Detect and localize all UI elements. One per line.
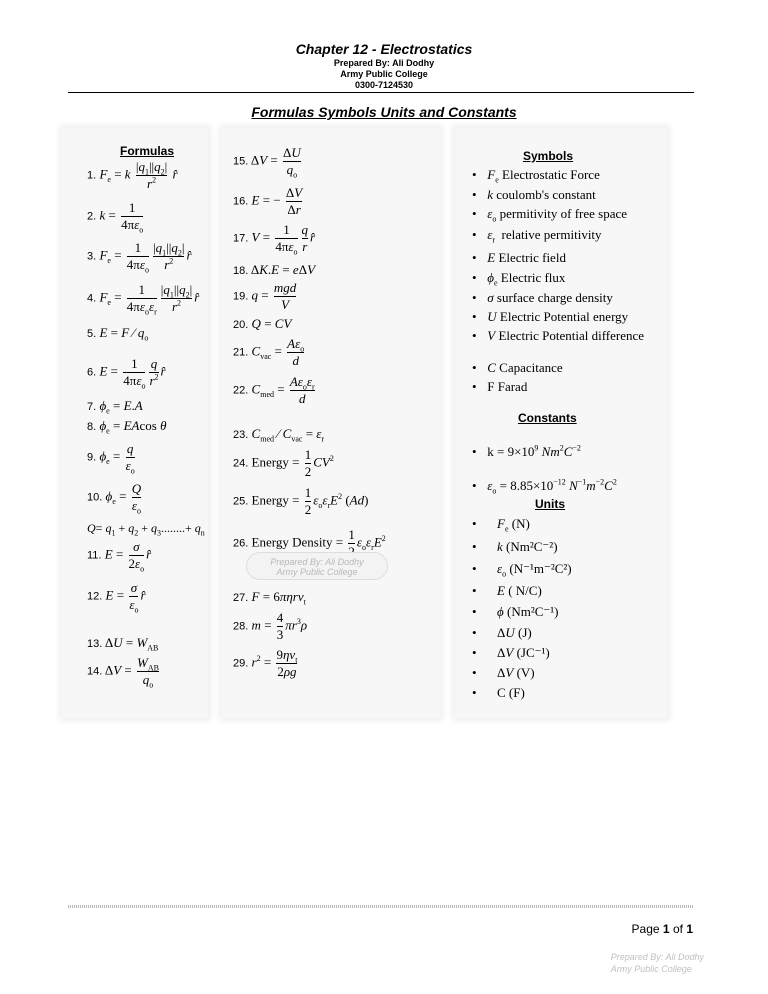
unit-value: (N) [511,516,530,531]
watermark-stamp [246,552,388,580]
formula-27: 27. F = 6πηrv$_t$ [233,589,306,607]
formula-10: 10. $\phi_e$ = $\frac{Q}{\varepsilon_o}$ [87,481,142,516]
footer-credit-line: Prepared By: Ali Dodhy [610,952,704,962]
formula-9: 9. $\phi_e$ = $\frac{q}{\varepsilon_o}$ [87,441,135,476]
formula-number: 20. [233,319,249,331]
formula-number: 23. [233,429,249,441]
constants-heading: Constants [518,411,577,425]
formula-6: 6. E = $\frac{1}{4\pi\varepsilon_o}$ $\frac{q}{r^2}$ r̂ [87,356,166,391]
energy-label: Energy [251,454,289,470]
formula-28: 28. m = $\frac{4}{3}$ $\pi r^3\rho$ [233,610,308,642]
formula-23: 23. $C_{med}$ ⁄ $C_{vac} = \varepsilon_r$ [233,426,325,444]
formula-1: 1. $F_e = k$ $\frac{|q_1||q_2|}{r^2}$ r̂ [87,159,178,191]
symbol-U: • U Electric Potential energy [472,309,629,324]
document-title: Chapter 12 - Electrostatics [295,41,473,57]
energy-density-label: Energy Density [251,534,333,550]
formula-17: 17. V = $\frac{1}{4\pi\varepsilon_o}$ $\frac{q}{r}$ r̂ [233,222,316,257]
formula-number: 6. [87,366,97,379]
symbol-farad: • F Farad [472,379,528,394]
unit-value: (Nm²C⁻²) [506,539,558,554]
formula-14: 14. ΔV = $\frac{W_{AB}}{q_o}$ [87,655,159,690]
symbol-sigma: • σ surface charge density [472,290,613,305]
symbol-desc: Electric flux [500,270,566,285]
author-line: Prepared By: Ali Dodhy [333,58,435,68]
symbol-desc: Electric field [498,250,566,265]
units-heading: Units [535,497,565,511]
formula-26: 26. Energy Density = 1 $\varepsilon_o\varepsilon_rE^2$ [233,527,386,560]
formula-2: 2. k = $\frac{1}{4\pi\varepsilon_o}$ [87,200,144,235]
formula-number: 24. [233,457,249,470]
unit-value: (J) [518,625,532,640]
unit-value: (JC⁻¹) [516,645,550,660]
formula-number: 25. [233,495,249,508]
section-title: Formulas Symbols Units and Constants [251,104,517,120]
formula-charge-sum: $Q= q_1 + q_2 + q_3........+ q_n$ [87,521,205,538]
constant-eps0: • $\varepsilon_o = 8.85\times 10^{-12}$ $N^{-1}m^{-2}C^2$ [472,477,617,496]
formula-25: 25. Energy = $\frac{1}{2}$ $\varepsilon_o\varepsilon_rE^2$ (Ad) [233,485,369,517]
formula-number: 12. [87,590,103,603]
formula-number: 18. [233,265,249,277]
formula-18: 18. ΔK.E = eΔV [233,262,316,277]
formula-3: 3. $F_e$ = $\frac{1}{4\pi\varepsilon_o}$ $\frac{|q_1||q_2|}{r^2}$ r̂ [87,240,192,275]
unit-value: (Nm²C⁻¹) [506,604,559,619]
formula-number: 3. [87,250,97,263]
formula-12: 12. E = $\frac{\sigma}{\varepsilon_o}$ r̂ [87,580,146,615]
symbol-C: • C Capacitance [472,360,563,375]
unit-eps0: • $\varepsilon_o$ (N⁻¹m⁻²C²) [472,561,572,579]
formula-number: 10. [87,491,103,504]
symbol-flux: • $\phi_e$ Electric flux [472,270,566,288]
formula-number: 9. [87,451,97,464]
phone-line: 0300-7124530 [354,80,414,90]
footer-credit-line: Army Public College [610,964,692,974]
college-line: Army Public College [340,69,428,79]
formula-22: 22. $C_{med}$ = $\frac{A\varepsilon_o\varepsilon_r}{d}$ [233,374,315,406]
formula-number: 2. [87,210,97,223]
formula-number: 29. [233,657,249,670]
unit-potential: • ΔV (JC⁻¹) [472,645,550,660]
formula-number: 28. [233,620,249,633]
unit-value: (N⁻¹m⁻²C²) [509,561,572,576]
formula-4: 4. $F_e$ = $\frac{1}{4\pi\varepsilon_o\varepsilon_r}$ $\frac{|q_1||q_2|}{r^2}$ r̂ [87,282,200,317]
formula-number: 4. [87,292,97,305]
current-page: 1 [662,922,670,936]
watermark-line: Army Public College [276,567,358,577]
formula-number: 22. [233,384,249,397]
symbol-desc: relative permitivity [501,227,602,242]
constant-eps-exponent: −12 [553,477,566,487]
formula-number: 21. [233,346,249,359]
formula-number: 13. [87,638,103,650]
formula-15: 15. ΔV = $\frac{\Delta U}{q_o}$ [233,145,301,180]
formula-number: 7. [87,401,97,413]
watermark-line: Prepared By: Ali Dodhy [270,557,364,567]
symbol-desc: Electric Potential energy [499,309,629,324]
symbol-desc: Capacitance [499,360,563,375]
symbol-k: • k coulomb's constant [472,187,596,202]
symbol-desc: surface charge density [496,290,613,305]
formula-number: 27. [233,592,249,604]
formula-16: 16. E = − $\frac{\Delta V}{\Delta r}$ [233,185,303,217]
formula-number: 14. [87,665,103,678]
symbol-desc: permitivity of free space [499,206,628,221]
footer-credit [611,951,704,975]
formula-number: 1. [87,169,97,182]
energy-label: Energy [251,492,289,508]
unit-value: (V) [516,665,535,680]
formula-29: 29. $r^2$ = $\frac{9\eta v_t}{2\rho g}$ [233,647,298,679]
symbol-epsr: • $\varepsilon_r$ relative permitivity [472,227,602,245]
formula-number: 17. [233,232,249,245]
symbol-force: • $F_e$ Electrostatic Force [472,167,600,185]
formula-24: 24. Energy = $\frac{1}{2}$ $CV^2$ [233,447,334,479]
symbol-desc: F Farad [487,379,528,394]
formula-20: 20. Q = CV [233,316,292,331]
symbol-V: • V Electric Potential difference [472,328,645,343]
formula-number: 19. [233,290,249,303]
formula-number: 5. [87,328,97,340]
unit-energy: • ΔU (J) [472,625,532,640]
formula-21: 21. $C_{vac}$ = $\frac{A\varepsilon_o}{d}$ [233,336,305,368]
unit-flux: • ϕ (Nm²C⁻¹) [472,604,559,619]
formula-number: 16. [233,195,249,208]
constant-k-exponent: 9 [534,443,539,453]
formula-19: 19. q = $\frac{\text{mgd}}{V}$ [233,280,297,312]
unit-volt: • ΔV (V) [472,665,535,680]
constant-eps-value: = 8.85×10 [499,478,554,493]
formula-number: 11. [87,549,102,562]
page-label: Page [631,922,660,936]
formulas-heading: Formulas [120,144,175,158]
formula-5: 5. E = F ⁄ $q_o$ [87,325,149,343]
unit-value: C (F) [497,685,525,700]
formula-7: 7. $\phi_e = E.A$ [87,398,143,416]
constant-k: • $k = 9\times 10^9$ $Nm^2C^{-2}$ [472,443,581,459]
unit-value: ( N/C) [508,583,542,598]
symbol-desc: Electric Potential difference [498,328,645,343]
formula-number: 15. [233,155,249,168]
symbol-eps0: • $\varepsilon_o$ permitivity of free space [472,206,628,224]
unit-force: • $F_e$ (N) [472,516,530,534]
symbol-field: • E Electric field [472,250,566,265]
page-of-label: of [672,922,683,936]
formula-number: 26. [233,537,249,550]
header-divider [68,92,694,93]
symbol-desc: coulomb's constant [496,187,596,202]
unit-field: • E ( N/C) [472,583,542,598]
unit-k: • k (Nm²C⁻²) [472,539,558,554]
symbols-heading: Symbols [523,149,574,163]
footer-divider [68,905,693,908]
formula-11: 11. E = $\frac{\sigma}{2\varepsilon_o}$ r̂ [87,539,152,574]
formula-8: 8. $\phi_e = EAcos$ θ [87,418,167,436]
formula-13: 13. $\Delta U = W_{AB}$ [87,635,159,653]
formula-number: 8. [87,421,97,433]
total-pages: 1 [686,922,693,936]
symbol-desc: Electrostatic Force [502,167,600,182]
unit-capacitance: • C (F) [472,685,525,700]
constant-k-value: k = 9×10 [487,444,535,459]
page-number [632,922,693,936]
